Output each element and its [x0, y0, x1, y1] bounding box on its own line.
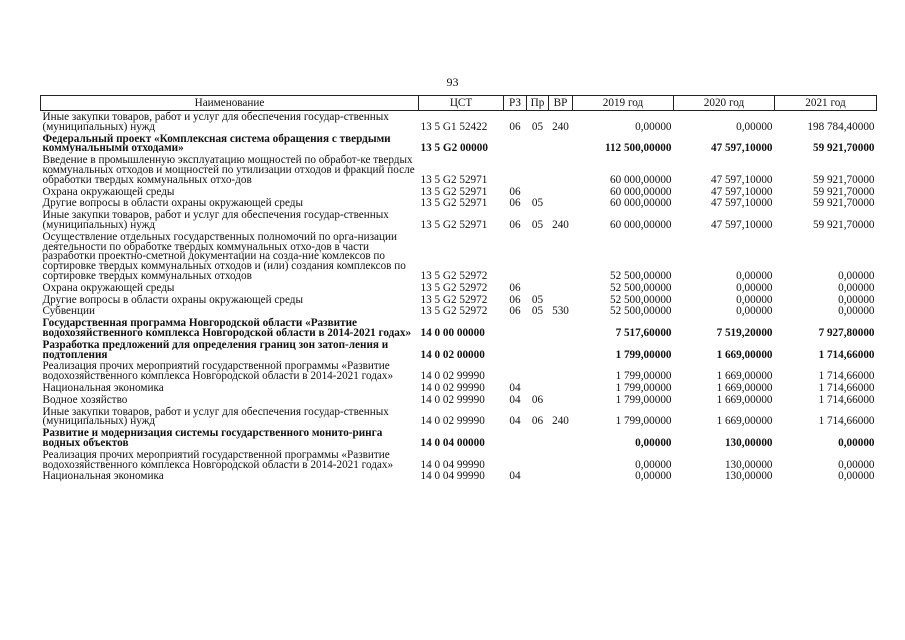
cell-y2021: 1 714,66000 [818, 415, 875, 428]
cell-y2020: 0,00000 [736, 305, 773, 318]
cell-rz [504, 449, 527, 471]
table-row [41, 406, 877, 428]
cell-pr [527, 231, 549, 282]
cell-vr [549, 339, 573, 361]
cell-pr [527, 154, 549, 185]
table-row [41, 111, 877, 133]
cell-vr [549, 470, 573, 482]
cell-pr [527, 133, 549, 155]
cell-cst: 14 0 02 99990 [420, 393, 485, 406]
table-row [41, 231, 877, 282]
cell-pr: 05 [531, 305, 544, 318]
cell-pr [527, 282, 549, 294]
cell-y2021: 0,00000 [838, 269, 875, 282]
cell-vr [549, 294, 573, 306]
cell-y2019: 60 000,00000 [609, 173, 672, 186]
cell-pr [527, 427, 549, 449]
cell-name: Охрана окружающей среды [42, 185, 175, 198]
cell-pr [527, 339, 549, 361]
cell-rz [504, 339, 527, 361]
cell-pr: 05 [531, 293, 544, 306]
cell-y2020: 130,00000 [724, 436, 773, 449]
cell-y2019: 52 500,00000 [609, 293, 672, 306]
cell-y2019: 0,00000 [635, 120, 672, 133]
cell-rz: 04 [509, 393, 521, 406]
cell-y2021: 1 714,66000 [818, 348, 875, 361]
cell-y2019: 1 799,00000 [615, 415, 672, 428]
cell-y2021: 0,00000 [838, 281, 875, 294]
cell-pr [527, 382, 549, 394]
cell-name: Субвенции [42, 305, 95, 318]
cell-y2020: 7 519,20000 [716, 326, 773, 339]
cell-y2021: 1 714,66000 [818, 381, 875, 394]
cell-rz [504, 133, 527, 155]
cell-vr: 240 [552, 415, 569, 428]
cell-y2021: 1 714,66000 [818, 370, 875, 383]
table-body [41, 111, 877, 483]
cell-vr [549, 394, 573, 406]
header-cst: ЦСТ [419, 96, 504, 111]
cell-name: Другие вопросы в области охраны окружающей среды [42, 293, 304, 306]
cell-rz [504, 317, 527, 339]
cell-cst: 13 5 G2 52972 [420, 293, 488, 306]
table-row [41, 209, 877, 231]
cell-rz: 06 [509, 197, 521, 210]
cell-name: Охрана окружающей среды [42, 281, 175, 294]
cell-y2020: 47 597,10000 [710, 173, 773, 186]
cell-rz: 06 [509, 305, 521, 318]
cell-pr: 05 [531, 197, 544, 210]
table-row [41, 294, 877, 306]
cell-cst: 13 5 G2 00000 [420, 142, 488, 155]
cell-cst: 14 0 02 99990 [420, 415, 485, 428]
cell-y2021: 59 921,70000 [812, 197, 875, 210]
header-rz: РЗ [504, 96, 527, 111]
cell-y2021: 59 921,70000 [812, 218, 875, 231]
cell-y2020: 1 669,00000 [716, 415, 773, 428]
cell-cst: 13 5 G2 52971 [420, 173, 488, 186]
cell-cst: 14 0 04 99990 [420, 470, 485, 483]
cell-y2021: 198 784,40000 [807, 120, 875, 133]
cell-y2019: 60 000,00000 [609, 185, 672, 198]
table-row [41, 154, 877, 185]
cell-name: Реализация прочих мероприятий государственной программы «Развитие водохозяйственного комплекса Новгородской области в 2014-2021 годах» [42, 360, 394, 383]
table-row [41, 339, 877, 361]
cell-vr [549, 382, 573, 394]
cell-pr: 06 [531, 393, 544, 406]
cell-rz: 04 [509, 381, 521, 394]
cell-name: Государственная программа Новгородской области «Развитие водохозяйственного комплекса Новгородской области в 2014-2021 годах» [42, 317, 412, 339]
cell-y2020: 47 597,10000 [710, 197, 773, 210]
cell-name: Иные закупки товаров, работ и услуг для обеспечения государ-ственных (муниципальных) нужд [42, 111, 389, 133]
cell-y2019: 0,00000 [635, 436, 672, 449]
cell-y2020: 1 669,00000 [716, 348, 773, 361]
cell-y2019: 0,00000 [635, 470, 672, 483]
cell-y2020: 1 669,00000 [716, 393, 773, 406]
table-row [41, 449, 877, 471]
table-row [41, 133, 877, 155]
cell-pr: 05 [531, 218, 544, 231]
page-number: 93 [446, 75, 459, 89]
cell-vr: 530 [552, 305, 569, 318]
cell-y2019: 1 799,00000 [615, 370, 672, 383]
cell-name: Осуществление отдельных государственных полномочий по орга-низации деятельности по обработке твердых коммунальных отхо-дов в части разработки проектно-сметной документации на созда-ние комлексов по сортировке твердых коммунальных отходов и (или) создания комплексов по сортировке твердых коммунальных отходов [42, 230, 406, 282]
cell-vr [549, 186, 573, 198]
cell-rz: 04 [509, 415, 521, 428]
cell-vr [549, 197, 573, 209]
cell-name: Иные закупки товаров, работ и услуг для обеспечения государ-ственных (муниципальных) нужд [42, 405, 389, 428]
cell-name: Федеральный проект «Комплексная система обращения с твердыми коммунальными отходами» [42, 132, 391, 155]
cell-vr [549, 427, 573, 449]
header-pr: Пр [527, 96, 549, 111]
cell-y2021: 0,00000 [838, 436, 875, 449]
cell-y2019: 52 500,00000 [609, 281, 672, 294]
table-row [41, 394, 877, 406]
cell-rz [504, 427, 527, 449]
header-2020: 2020 год [674, 96, 775, 111]
header-vr: ВР [549, 96, 573, 111]
cell-y2021: 0,00000 [838, 458, 875, 471]
cell-y2020: 0,00000 [736, 120, 773, 133]
cell-cst: 14 0 04 99990 [420, 458, 485, 471]
cell-vr: 240 [552, 120, 569, 133]
cell-name: Развитие и модернизация системы государственного монито-ринга водных объектов [42, 427, 383, 449]
cell-name: Национальная экономика [42, 381, 164, 394]
cell-pr: 05 [531, 120, 544, 133]
cell-cst: 14 0 04 00000 [420, 436, 485, 449]
cell-y2020: 1 669,00000 [716, 370, 773, 383]
cell-vr [549, 154, 573, 185]
cell-y2019: 112 500,00000 [604, 142, 672, 155]
cell-vr [549, 133, 573, 155]
table-row [41, 305, 877, 317]
cell-vr [549, 360, 573, 382]
cell-vr [549, 449, 573, 471]
cell-rz: 06 [509, 281, 521, 294]
table-row [41, 427, 877, 449]
cell-pr [527, 186, 549, 198]
cell-cst: 14 0 00 00000 [420, 326, 485, 339]
cell-rz [504, 154, 527, 185]
cell-rz: 04 [509, 470, 521, 483]
cell-cst: 14 0 02 00000 [420, 348, 485, 361]
cell-cst: 13 5 G2 52971 [420, 185, 488, 198]
cell-y2020: 130,00000 [724, 458, 773, 471]
cell-y2021: 0,00000 [838, 293, 875, 306]
table-row [41, 360, 877, 382]
cell-rz: 06 [509, 293, 521, 306]
cell-cst: 14 0 02 99990 [420, 381, 485, 394]
cell-rz: 06 [509, 120, 521, 133]
cell-pr [527, 317, 549, 339]
cell-y2019: 1 799,00000 [615, 393, 672, 406]
cell-y2019: 7 517,60000 [615, 326, 672, 339]
cell-cst: 13 5 G2 52972 [420, 305, 488, 318]
cell-cst: 13 5 G2 52972 [420, 269, 488, 282]
cell-y2019: 60 000,00000 [609, 218, 672, 231]
cell-y2020: 47 597,10000 [710, 142, 773, 155]
cell-y2021: 59 921,70000 [812, 142, 875, 155]
cell-y2020: 47 597,10000 [710, 218, 773, 231]
cell-rz [504, 360, 527, 382]
cell-cst: 13 5 G1 52422 [420, 120, 488, 133]
header-2019: 2019 год [573, 96, 674, 111]
cell-y2021: 59 921,70000 [812, 185, 875, 198]
table-row [41, 470, 877, 482]
table-header-row [41, 96, 877, 111]
table-row [41, 282, 877, 294]
cell-rz: 06 [509, 218, 521, 231]
cell-name: Национальная экономика [42, 470, 164, 483]
cell-y2021: 1 714,66000 [818, 393, 875, 406]
cell-rz: 06 [509, 185, 521, 198]
cell-rz [504, 231, 527, 282]
cell-cst: 13 5 G2 52972 [420, 281, 488, 294]
table-row [41, 197, 877, 209]
cell-vr [549, 317, 573, 339]
cell-y2021: 59 921,70000 [812, 173, 875, 186]
cell-y2020: 0,00000 [736, 293, 773, 306]
cell-vr [549, 282, 573, 294]
cell-y2019: 60 000,00000 [609, 197, 672, 210]
cell-name: Водное хозяйство [42, 393, 128, 406]
cell-y2019: 52 500,00000 [609, 269, 672, 282]
table-row [41, 382, 877, 394]
cell-y2019: 52 500,00000 [609, 305, 672, 318]
cell-y2019: 0,00000 [635, 458, 672, 471]
cell-vr [549, 231, 573, 282]
cell-pr [527, 449, 549, 471]
cell-name: Разработка предложений для определения границ зон затоп-ления и подтопления [42, 338, 389, 361]
cell-vr: 240 [552, 218, 569, 231]
cell-y2020: 47 597,10000 [710, 185, 773, 198]
cell-y2020: 0,00000 [736, 281, 773, 294]
cell-name: Введение в промышленную эксплуатацию мощностей по обработ-ке твердых коммунальных отходов и мощностей по утилизации отходов и фракций после обработки твердых коммунальных отхо-дов [42, 154, 415, 186]
cell-y2019: 1 799,00000 [615, 381, 672, 394]
cell-y2020: 0,00000 [736, 269, 773, 282]
cell-y2021: 0,00000 [838, 470, 875, 483]
budget-table [40, 95, 877, 482]
cell-pr [527, 470, 549, 482]
cell-cst: 13 5 G2 52971 [420, 197, 488, 210]
header-2021: 2021 год [775, 96, 877, 111]
cell-name: Иные закупки товаров, работ и услуг для обеспечения государ-ственных (муниципальных) нужд [42, 209, 389, 231]
cell-y2020: 130,00000 [724, 470, 773, 483]
cell-y2021: 0,00000 [838, 305, 875, 318]
header-name: Наименование [41, 96, 419, 111]
cell-y2020: 1 669,00000 [716, 381, 773, 394]
cell-cst: 13 5 G2 52971 [420, 218, 488, 231]
cell-name: Реализация прочих мероприятий государственной программы «Развитие водохозяйственного комплекса Новгородской области в 2014-2021 годах» [42, 448, 394, 471]
cell-cst: 14 0 02 99990 [420, 370, 485, 383]
cell-pr [527, 360, 549, 382]
table-row [41, 186, 877, 198]
table-row [41, 317, 877, 339]
cell-y2021: 7 927,80000 [818, 326, 875, 339]
cell-y2019: 1 799,00000 [615, 348, 672, 361]
cell-name: Другие вопросы в области охраны окружающей среды [42, 197, 304, 210]
cell-pr: 06 [531, 415, 544, 428]
